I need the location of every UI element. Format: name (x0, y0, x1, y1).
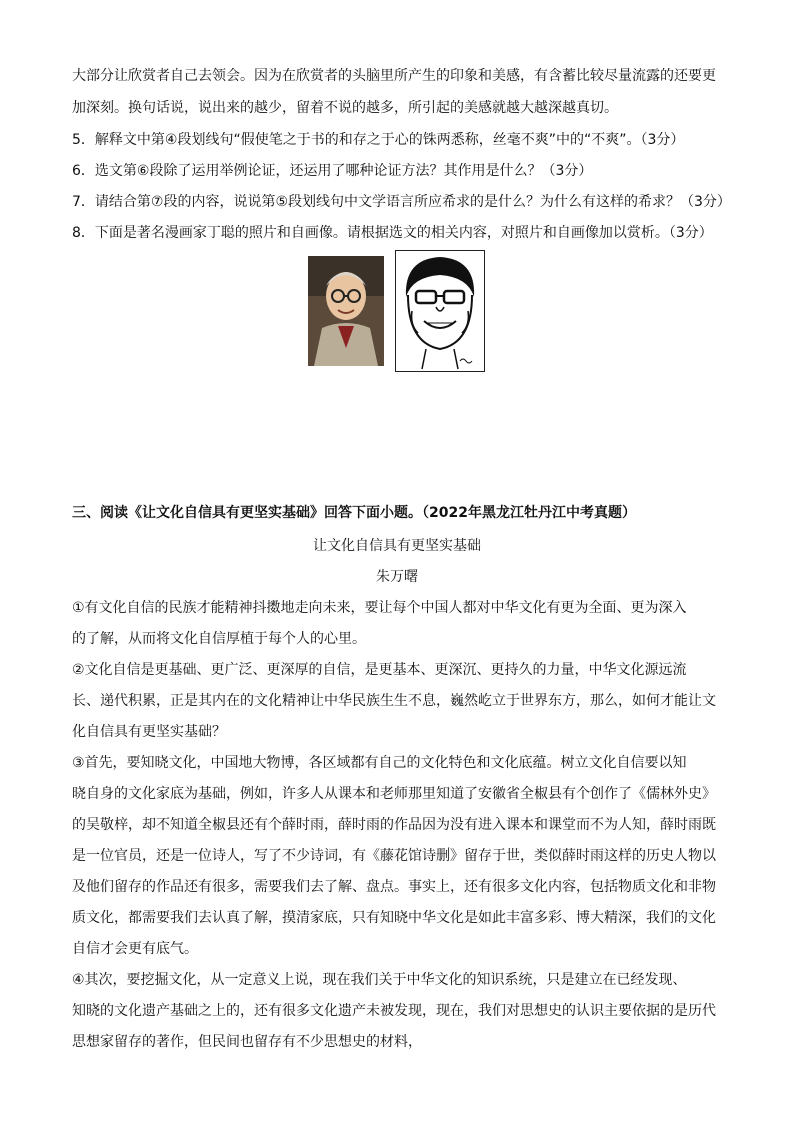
paragraph-3-line: 质文化，都需要我们去认真了解，摸清家底，只有知晓中华文化是如此丰富多彩、博大精深，我们的文化 (72, 910, 716, 926)
paragraph-1-line: ①有文化自信的民族才能精神抖擞地走向未来，要让每个中国人都对中华文化有更为全面、更为深入 (72, 600, 687, 616)
question-7: 7．请结合第⑦段的内容，说说第⑤段划线句中文学语言所应希求的是什么？为什么有这样的希求？（3分） (72, 194, 731, 210)
paragraph-2-line: ②文化自信是更基础、更广泛、更深厚的自信，是更基本、更深沉、更持久的力量，中华文化源远流 (72, 662, 687, 678)
paragraph-3-line: 自信才会更有底气。 (72, 941, 198, 957)
question-8: 8．下面是著名漫画家丁聪的照片和自画像。请根据选文的相关内容，对照片和自画像加以赏析。（3分） (72, 225, 713, 241)
paragraph-1-line: 的了解，从而将文化自信厚植于每个人的心里。 (72, 631, 366, 647)
paragraph-4-line: 知晓的文化遗产基础之上的，还有很多文化遗产未被发现，现在，我们对思想史的认识主要依据的是历代 (72, 1003, 716, 1019)
paragraph-2-line: 化自信具有更坚实基础？ (72, 724, 226, 740)
article-title: 让文化自信具有更坚实基础 (313, 538, 481, 554)
portrait-photo (308, 256, 384, 366)
paragraph-3-line: 是一位官员，还是一位诗人，写了不少诗词，有《藤花馆诗删》留存于世，类似薛时雨这样的历史人物以 (72, 848, 716, 864)
paragraph-line: 大部分让欣赏者自己去领会。因为在欣赏者的头脑里所产生的印象和美感，有含蓄比较尽量流露的还要更 (72, 68, 716, 84)
section-heading: 三、阅读《让文化自信具有更坚实基础》回答下面小题。（2022年黑龙江牡丹江中考真题） (72, 505, 636, 521)
self-caricature-icon (396, 251, 484, 371)
paragraph-3-line: 晓自身的文化家底为基础，例如，许多人从课本和老师那里知道了安徽省全椒县有个创作了《儒林外史》 (72, 786, 716, 802)
paragraph-3-line: 的吴敬梓，却不知道全椒县还有个薛时雨，薛时雨的作品因为没有进入课本和课堂而不为人知，薛时雨既 (72, 817, 716, 833)
question-6: 6．选文第⑥段除了运用举例论证，还运用了哪种论证方法？其作用是什么？（3分） (72, 163, 593, 179)
paragraph-4-line: ④其次，要挖掘文化，从一定意义上说，现在我们关于中华文化的知识系统，只是建立在已经发现、 (72, 972, 687, 988)
paragraph-4-line: 思想家留存的著作，但民间也留存有不少思想史的材料， (72, 1034, 422, 1050)
self-caricature (395, 250, 485, 372)
article-author: 朱万曙 (376, 569, 418, 585)
paragraph-2-line: 长、递代积累，正是其内在的文化精神让中华民族生生不息，巍然屹立于世界东方，那么，如何才能让文 (72, 693, 716, 709)
paragraph-3-line: ③首先，要知晓文化，中国地大物博，各区域都有自己的文化特色和文化底蕴。树立文化自信要以知 (72, 755, 687, 771)
paragraph-3-line: 及他们留存的作品还有很多，需要我们去了解、盘点。事实上，还有很多文化内容，包括物质文化和非物 (72, 879, 716, 895)
question-5: 5．解释文中第④段划线句“假使笔之于书的和存之于心的铢两悉称，丝毫不爽”中的“不爽”。（3分） (72, 132, 685, 148)
portrait-photo-icon (308, 256, 384, 366)
paragraph-line: 加深刻。换句话说，说出来的越少，留着不说的越多，所引起的美感就越大越深越真切。 (72, 100, 618, 116)
